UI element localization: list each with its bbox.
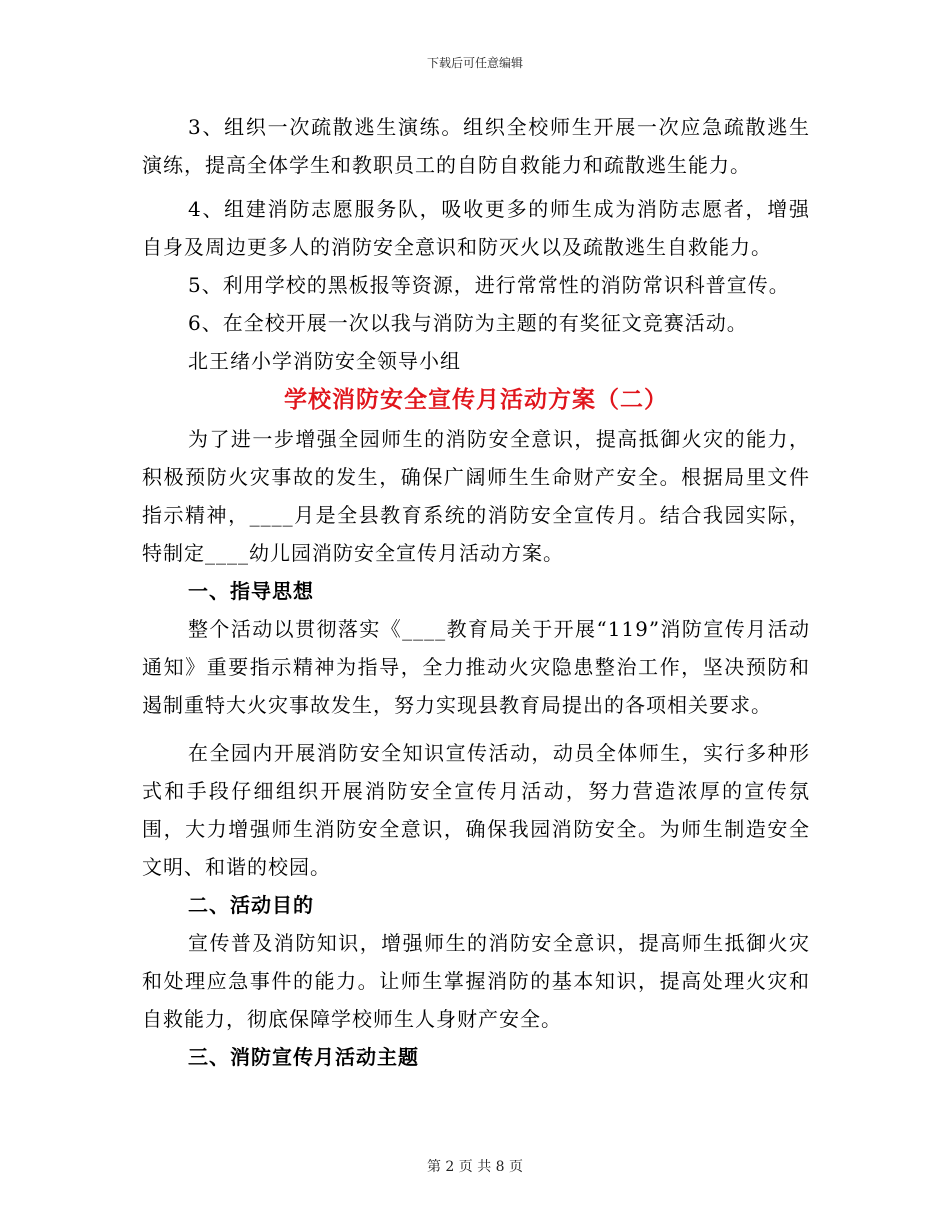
list-item-5: 5、利用学校的黑板报等资源，进行常常性的消防常识科普宣传。 [188,273,790,297]
section1-paragraph-2: 在全园内开展消防安全知识宣传活动，动员全体师生，实行多种形式和手段仔细组织开展消防安全宣传月活动，努力营造浓厚的宣传氛围，大力增强师生消防安全意识，确保我园消防安全。为师生制造安全文明、和谐的校园。 [142,741,810,879]
section-heading-activity-purpose: 二、活动目的 [188,893,314,917]
list-item-6: 6、在全校开展一次以我与消防为主题的有奖征文竞赛活动。 [188,311,748,335]
section2-paragraph-1: 宣传普及消防知识，增强师生的消防安全意识，提高师生抵御火灾和处理应急事件的能力。让师生掌握消防的基本知识，提高处理火灾和自救能力，彻底保障学校师生人身财产安全。 [142,931,810,1031]
section1-paragraph-1: 整个活动以贯彻落实《____教育局关于开展“119”消防宣传月活动通知》重要指示精神为指导，全力推动火灾隐患整治工作，坚决预防和遏制重特大火灾事故发生，努力实现县教育局提出的各项相关要求。 [142,617,810,717]
list-item-3: 3、组织一次疏散逃生演练。组织全校师生开展一次应急疏散逃生演练，提高全体学生和教职员工的自防自救能力和疏散逃生能力。 [142,115,810,177]
header-note: 下载后可任意编辑 [426,56,523,70]
section-heading-activity-theme: 三、消防宣传月活动主题 [188,1045,419,1069]
document-title: 学校消防安全宣传月活动方案（二） [284,386,668,413]
document-body [142,108,810,1076]
organization-signature: 北王绪小学消防安全领导小组 [188,349,461,373]
intro-paragraph: 为了进一步增强全园师生的消防安全意识，提高抵御火灾的能力，积极预防火灾事故的发生，确保广阔师生生命财产安全。根据局里文件指示精神，____月是全县教育系统的消防安全宣传月。结合我园实际，特制定____幼儿园消防安全宣传月活动方案。 [142,427,810,565]
list-item-4: 4、组建消防志愿服务队，吸收更多的师生成为消防志愿者，增强自身及周边更多人的消防安全意识和防灭火以及疏散逃生自救能力。 [142,197,810,259]
page-number-footer: 第 2 页 共 8 页 [426,1159,524,1175]
section-heading-guiding-ideology: 一、指导思想 [188,579,314,603]
